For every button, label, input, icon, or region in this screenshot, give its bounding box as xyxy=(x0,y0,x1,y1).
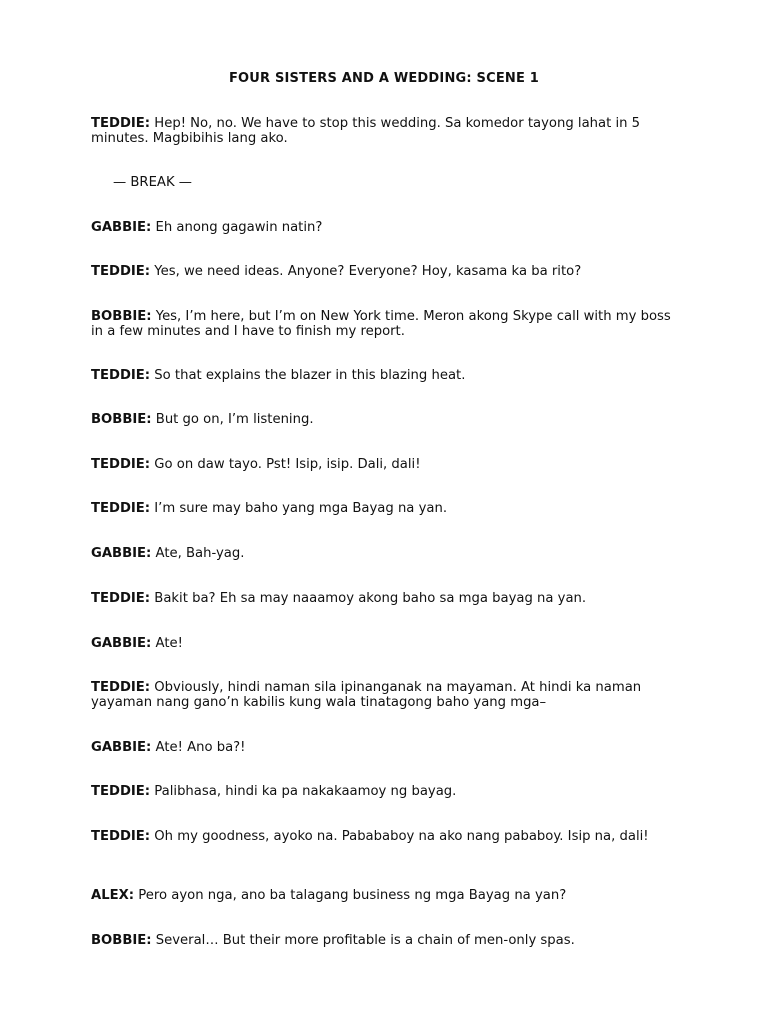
speaker-name: BOBBIE: xyxy=(91,309,152,324)
dialogue-line xyxy=(91,785,671,800)
dialogue-line xyxy=(91,934,671,949)
speaker-name: TEDDIE: xyxy=(91,264,151,279)
dialogue-text: So that explains the blazer in this blazing heat. xyxy=(154,368,466,383)
dialogue-text: Ate! xyxy=(155,636,183,651)
dialogue-line xyxy=(91,458,671,473)
speaker-name: BOBBIE: xyxy=(91,412,152,427)
dialogue-text: Ate! Ano ba?! xyxy=(155,740,246,755)
dialogue-line xyxy=(91,265,671,280)
speaker-name: TEDDIE: xyxy=(91,457,151,472)
dialogue-line xyxy=(91,502,671,517)
dialogue-text: Bakit ba? Eh sa may naaamoy akong baho sa mga bayag na yan. xyxy=(154,591,587,606)
dialogue-text: I’m sure may baho yang mga Bayag na yan. xyxy=(154,501,448,516)
dialogue-text: Hep! No, no. We have to stop this wedding. Sa komedor tayong lahat in 5 minutes. Magbibihis lang ako. xyxy=(91,116,641,146)
dialogue-text: Oh my goodness, ayoko na. Pabababoy na ako nang pababoy. Isip na, dali! xyxy=(154,829,649,844)
speaker-name: GABBIE: xyxy=(91,740,152,755)
dialogue-line xyxy=(91,369,671,384)
speaker-name: TEDDIE: xyxy=(91,680,151,695)
dialogue-text: Pero ayon nga, ano ba talagang business ng mga Bayag na yan? xyxy=(138,888,567,903)
speaker-name: GABBIE: xyxy=(91,636,152,651)
speaker-name: BOBBIE: xyxy=(91,933,152,948)
dialogue-line xyxy=(91,830,671,845)
dialogue-text: Yes, I’m here, but I’m on New York time. Meron akong Skype call with my boss in a few minutes and I have to finish my report. xyxy=(91,309,671,339)
dialogue-line xyxy=(91,592,671,607)
dialogue-line xyxy=(91,681,671,710)
dialogue-line xyxy=(91,889,671,904)
speaker-name: ALEX: xyxy=(91,888,135,903)
dialogue-line xyxy=(91,117,671,146)
dialogue-line xyxy=(91,637,671,652)
dialogue-text: Eh anong gagawin natin? xyxy=(155,220,323,235)
speaker-name: TEDDIE: xyxy=(91,784,151,799)
scene-break: — BREAK — xyxy=(113,175,192,190)
dialogue-text: Palibhasa, hindi ka pa nakakaamoy ng bayag. xyxy=(154,784,457,799)
speaker-name: TEDDIE: xyxy=(91,501,151,516)
speaker-name: TEDDIE: xyxy=(91,368,151,383)
dialogue-text: Ate, Bah-yag. xyxy=(155,546,245,561)
speaker-name: GABBIE: xyxy=(91,220,152,235)
speaker-name: TEDDIE: xyxy=(91,116,151,131)
dialogue-line xyxy=(91,547,671,562)
dialogue-text: Yes, we need ideas. Anyone? Everyone? Hoy, kasama ka ba rito? xyxy=(154,264,582,279)
dialogue-text: Obviously, hindi naman sila ipinanganak na mayaman. At hindi ka naman yayaman nang gano’n kabilis kung wala tinatagong baho yang mga– xyxy=(91,680,642,710)
scene-title: FOUR SISTERS AND A WEDDING: SCENE 1 xyxy=(228,71,540,86)
dialogue-line xyxy=(91,310,671,339)
speaker-name: TEDDIE: xyxy=(91,591,151,606)
dialogue-text: But go on, I’m listening. xyxy=(155,412,314,427)
dialogue-text: Several… But their more profitable is a chain of men-only spas. xyxy=(155,933,575,948)
dialogue-line xyxy=(91,741,671,756)
speaker-name: TEDDIE: xyxy=(91,829,151,844)
dialogue-text: Go on daw tayo. Pst! Isip, isip. Dali, dali! xyxy=(154,457,421,472)
speaker-name: GABBIE: xyxy=(91,546,152,561)
dialogue-line xyxy=(91,221,671,236)
dialogue-line xyxy=(91,413,671,428)
